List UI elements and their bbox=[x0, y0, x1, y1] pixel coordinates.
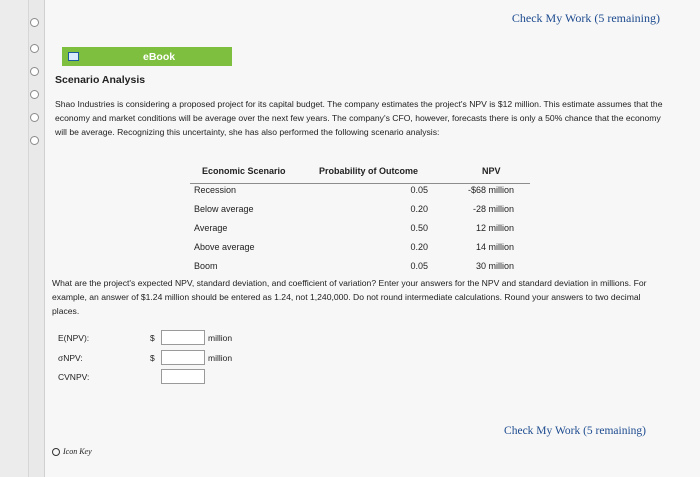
probability-cell: 0.20 bbox=[410, 204, 428, 214]
std-dev-input[interactable] bbox=[161, 350, 205, 365]
std-dev-unit: million bbox=[208, 353, 233, 363]
std-dev-label: σNPV: bbox=[58, 353, 83, 363]
question-radio-5[interactable] bbox=[30, 113, 39, 122]
npv-cell: -$68 million bbox=[467, 185, 514, 195]
expected-npv-unit: million bbox=[208, 333, 233, 343]
header-scenario: Economic Scenario bbox=[202, 166, 286, 176]
scenario-cell: Below average bbox=[194, 204, 254, 214]
std-dev-currency: $ bbox=[150, 353, 155, 363]
table-row bbox=[190, 223, 530, 242]
check-my-work-top-link[interactable]: Check My Work (5 remaining) bbox=[511, 11, 660, 25]
table-row bbox=[190, 204, 530, 223]
npv-cell: 12 million bbox=[475, 223, 514, 233]
icon-key-label: Icon Key bbox=[63, 447, 92, 456]
expected-npv-label: E(NPV): bbox=[58, 333, 90, 343]
check-my-work-bottom-link[interactable]: Check My Work (5 remaining) bbox=[504, 425, 646, 437]
expected-npv-currency: $ bbox=[150, 333, 155, 343]
book-icon bbox=[68, 52, 79, 61]
npv-cell: -28 million bbox=[472, 204, 514, 214]
question-radio-4[interactable] bbox=[30, 90, 39, 99]
header-rule bbox=[190, 183, 530, 184]
scenario-cell: Average bbox=[194, 223, 228, 233]
problem-text: Shao Industries is considering a proposed project for its capital budget. The company estimates the project's NPV is $12 million. This estimate assumes that the economy and market conditions will be average over the next few years. The company's CFO, however, forecasts there is only a 50% chance that the economy will be average. Recognizing this uncertainty, she has also performed the following scenario analysis: bbox=[55, 99, 663, 137]
question-radio-1[interactable] bbox=[30, 18, 39, 27]
table-header-row bbox=[190, 166, 530, 185]
coefficient-of-variation-label: CVNPV: bbox=[58, 372, 90, 382]
icon-key-link[interactable] bbox=[52, 447, 92, 456]
ebook-button[interactable] bbox=[62, 47, 232, 66]
question-text: What are the project's expected NPV, standard deviation, and coefficient of variation? Enter your answers for the NPV and standard deviation in millions. For example, an answer of $1.24 million should be entered as 1.24, not 1,240,000. Do not round intermediate calculations. Round your answers to two decimal places. bbox=[52, 278, 647, 316]
scenario-cell: Boom bbox=[194, 261, 218, 271]
question-radio-2[interactable] bbox=[30, 44, 39, 53]
npv-cell: 14 million bbox=[475, 242, 514, 252]
question-radio-3[interactable] bbox=[30, 67, 39, 76]
ebook-label: eBook bbox=[143, 50, 176, 63]
scenario-cell: Recession bbox=[194, 185, 237, 195]
npv-cell: 30 million bbox=[475, 261, 514, 271]
header-probability: Probability of Outcome bbox=[319, 166, 419, 176]
probability-cell: 0.05 bbox=[410, 261, 428, 271]
probability-cell: 0.05 bbox=[410, 185, 428, 195]
question-radio-6[interactable] bbox=[30, 136, 39, 145]
scenario-cell: Above average bbox=[194, 242, 255, 252]
question-navigation-rail bbox=[0, 0, 29, 477]
expected-npv-input[interactable] bbox=[161, 330, 205, 345]
key-icon bbox=[52, 448, 60, 456]
table-row bbox=[190, 185, 530, 204]
scenario-table bbox=[190, 166, 530, 280]
coefficient-of-variation-input[interactable] bbox=[161, 369, 205, 384]
page-title: Scenario Analysis bbox=[55, 74, 146, 86]
probability-cell: 0.50 bbox=[410, 223, 428, 233]
table-row bbox=[190, 242, 530, 261]
probability-cell: 0.20 bbox=[410, 242, 428, 252]
header-npv: NPV bbox=[482, 166, 501, 176]
